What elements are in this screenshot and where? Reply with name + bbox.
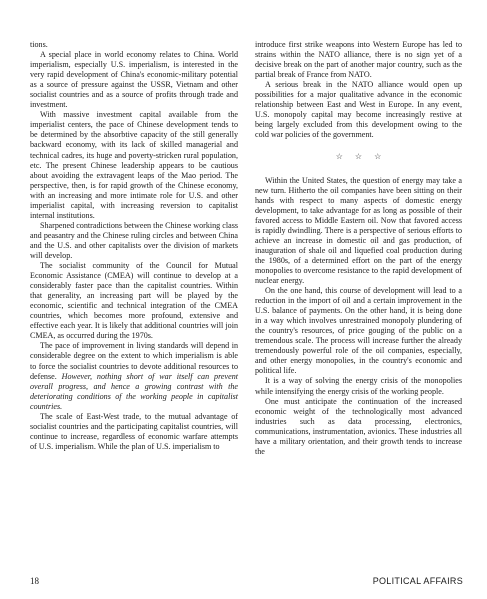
section-separator: ☆ ☆ ☆ <box>335 152 382 162</box>
paragraph: On the one hand, this course of development will lead to a reduction in the import of oil and a certain improvement in the U.S. balance of payments. On the other hand, it is being done in a way which involves unrestrained monopoly plundering of the country's resources, of price gouging of the public on a tremendous scale. The process will increase further the already tremendously powerful role of the oil companies, especially, and other energy monopolies, in the country's economic and political life. <box>255 286 462 376</box>
paragraph: It is a way of solving the energy crisis of the monopolies while intensifying the energy crisis of the working people. <box>255 376 462 396</box>
paragraph: introduce first strike weapons into Western Europe has led to strains within the NATO alliance, there is no sign yet of a decisive break on the part of another major country, such as the partial break of France from NATO. <box>255 40 462 80</box>
page-number: 18 <box>30 576 39 586</box>
paragraph: A special place in world economy relates to China. World imperialism, especially U.S. imperialism, is interested in the very rapid development of China's economic-military potential as a source of pressure against the USSR, Vietnam and other socialist countries and as a source of profits through trade and investment. <box>30 50 238 110</box>
left-column <box>30 40 238 452</box>
italic-text: However, nothing short of war itself can prevent overall progress, and hence a growing contrast with the deteriorating conditions of the working people in capitalist countries. <box>30 371 238 411</box>
paragraph: The scale of East-West trade, to the mutual advantage of socialist countries and the participating capitalist countries, will continue to increase, regardless of economic warfare attempts of U.S. imperialism. While the plan of U.S. imperialism to <box>30 411 238 451</box>
paragraph: tions. <box>30 40 48 49</box>
paragraph: A serious break in the NATO alliance would open up possibilities for a major qualitative advance in the economic relationship between East and West in Europe. In any event, U.S. monopoly capital may become increasingly restive at being largely excluded from this development owing to the cold war policies of the government. <box>255 80 462 140</box>
paragraph: Within the United States, the question of energy may take a new turn. Hitherto the oil companies have been sitting on their hands with respect to many aspects of domestic energy development, to take advantage for as long as possible of their favored access to Middle Eastern oil. Now that favored access is rapidly dwindling. There is a perspective of serious efforts to achieve an increase in domestic oil and gas production, of inauguration of shale oil and liquefied coal production during the 1980s, of a determined effort on the part of the energy monopolies to overcome resistance to the rapid development of nuclear energy. <box>255 175 462 285</box>
paragraph: With massive investment capital available from the imperialist centers, the pace of Chinese development tends to be determined by the absorbtive capacity of the still generally backward economy, with its lack of skilled managerial and technical cadres, its huge and poverty-stricken rural population, etc. The present Chinese leadership appears to be cautious about avoiding the extravagent leaps of the Mao period. The perspective, then, is for rapid growth of the Chinese economy, with an increasing and more intimate role for U.S. and other imperialist capital, with increasing reversion to capitalist internal institutions. <box>30 110 238 220</box>
paragraph: The socialist community of the Council for Mutual Economic Assistance (CMEA) will continue to develop at a considerably faster pace than the capitalist countries. Within that generality, an increasing part will be played by the economic, scientific and technical integration of the CMEA countries, which becomes more profound, extensive and effective each year. It is likely that additional countries will join CMEA, as occurred during the 1970s. <box>30 261 238 341</box>
right-column <box>255 40 462 457</box>
paragraph-text: The pace of improvement in living standards will depend in considerable degree on the extent to which imperialism is able to force the socialist countries to devote additional resources to defense. <box>30 341 238 381</box>
paragraph: Sharpened contradictions between the Chinese working class and peasantry and the Chinese ruling circles and between China and the U.S. and other capitalists over the division of markets will develop. <box>30 220 238 260</box>
paragraph: One must anticipate the continuation of the increased economic weight of the technologically most advanced industries such as data processing, electronics, communications, instrumentation, avionics. These industries all have a military orientation, and their growth tends to increase the <box>255 396 462 456</box>
journal-title: POLITICAL AFFAIRS <box>372 576 463 586</box>
paragraph <box>30 341 238 411</box>
